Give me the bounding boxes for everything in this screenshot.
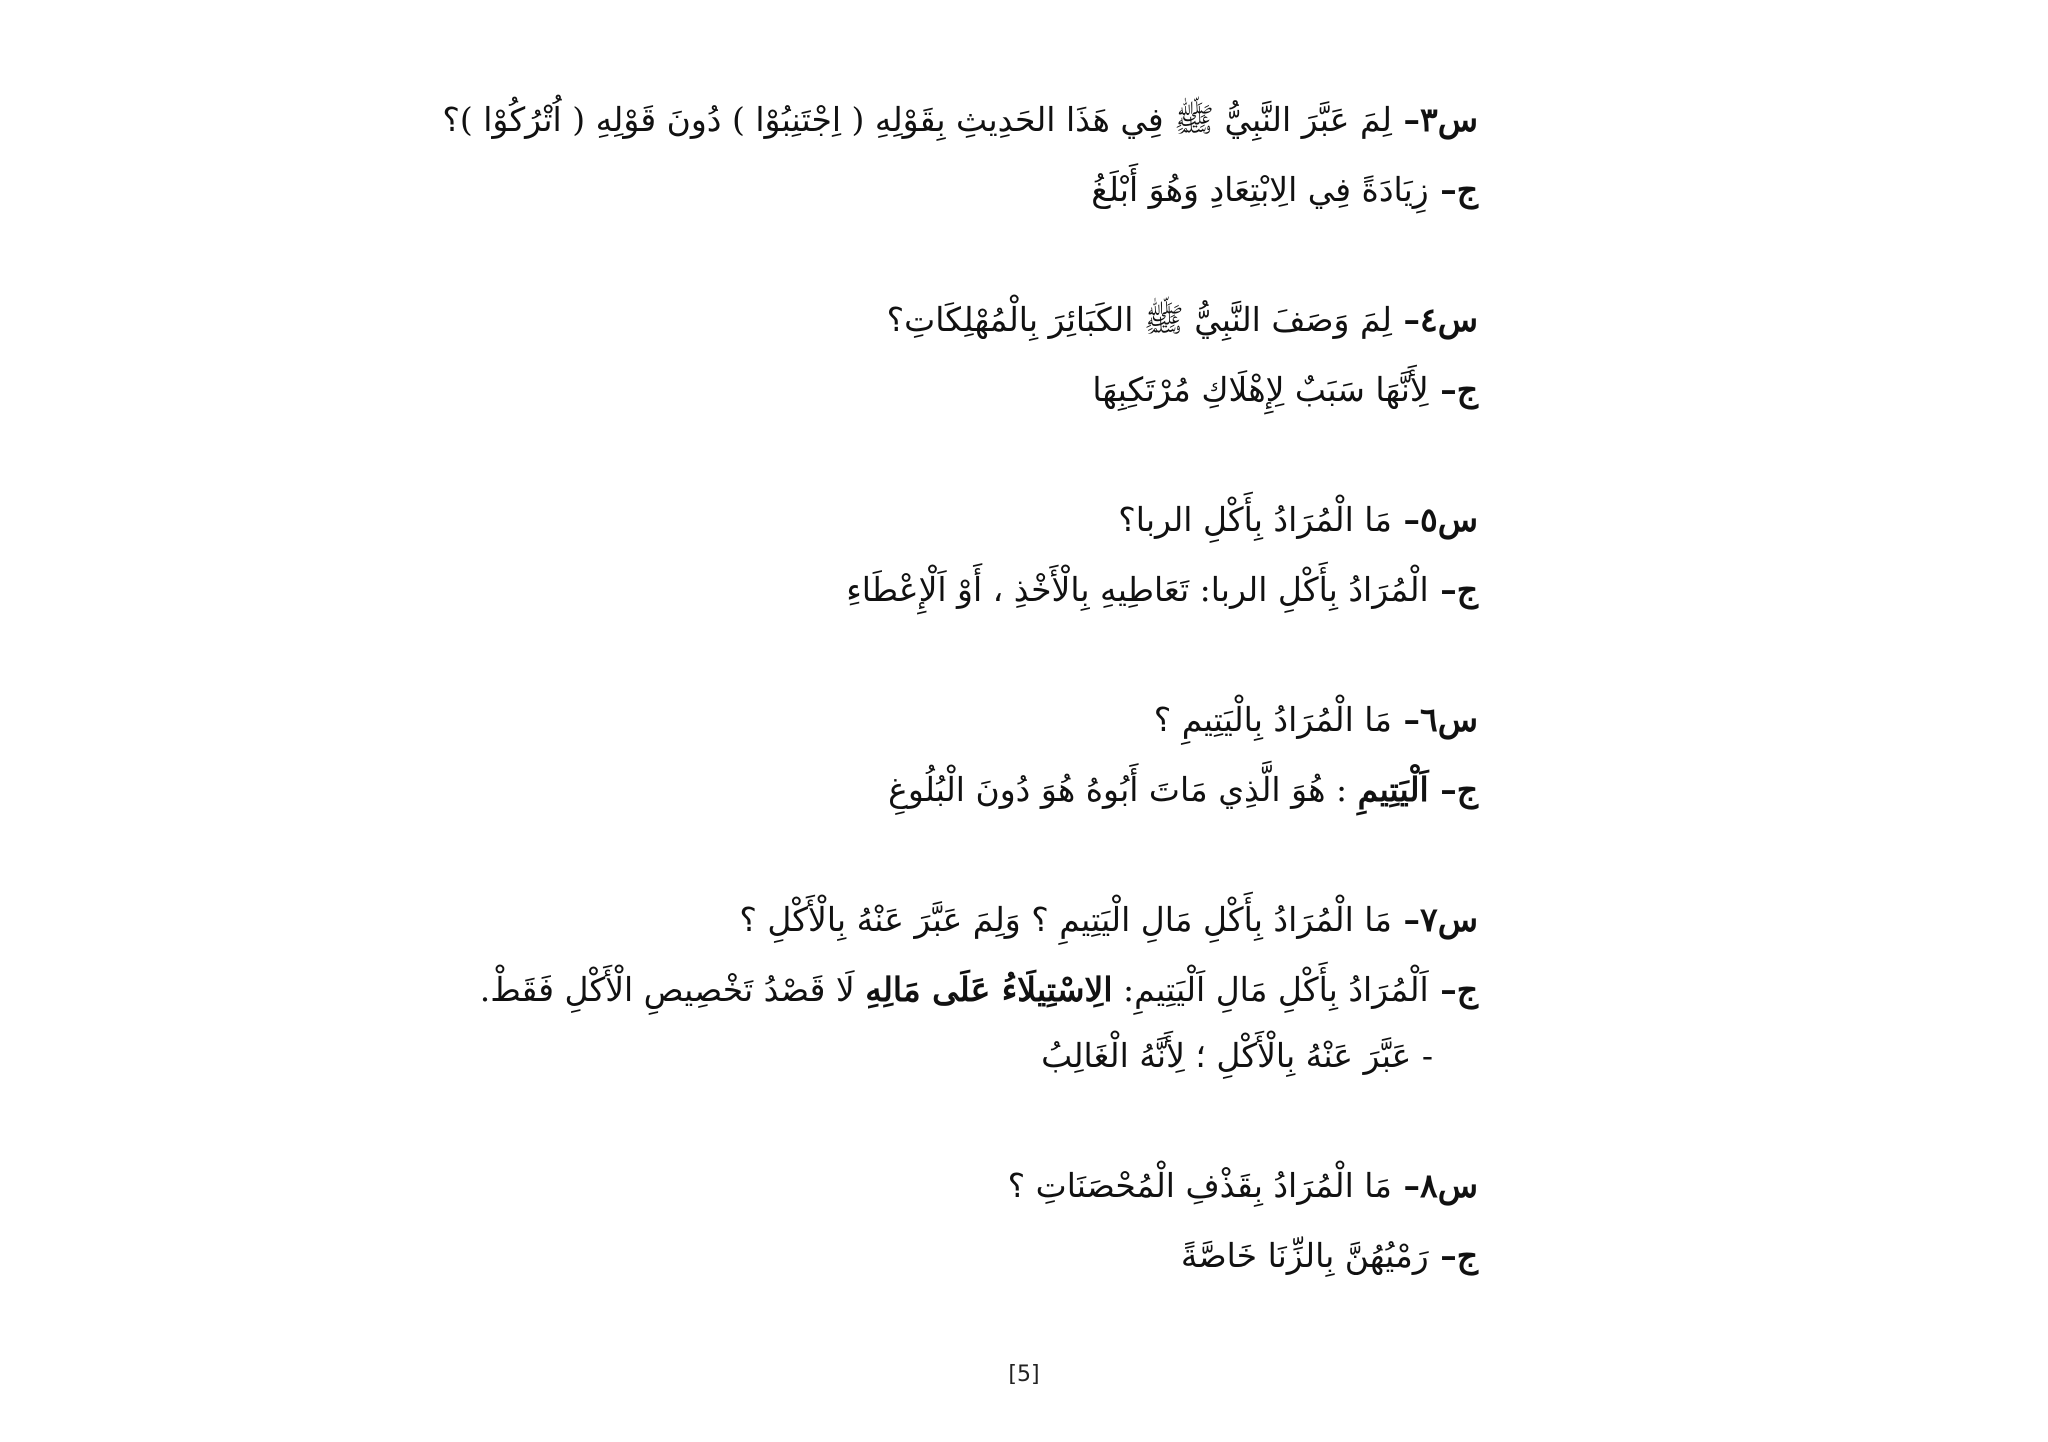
question-label: س٨– — [1391, 1166, 1478, 1205]
question-5 — [1118, 496, 1478, 544]
answer-text: رَمْيُهُنَّ بِالزِّنَا خَاصَّةً — [1180, 1236, 1429, 1275]
question-7 — [739, 896, 1478, 944]
answer-4 — [1092, 366, 1478, 414]
question-text: مَا الْمُرَادُ بِقَذْفِ الْمُحْصَنَاتِ ؟ — [1007, 1166, 1392, 1205]
question-text: مَا الْمُرَادُ بِأَكْلِ مَالِ الْيَتِيمِ ؟ وَلِمَ عَبَّرَ عَنْهُ بِالْأَكْلِ ؟ — [739, 900, 1392, 939]
answer-text-post: لَا قَصْدُ تَخْصِيصِ الْأَكْلِ فَقَطْ. — [479, 970, 866, 1009]
question-label: س٧– — [1391, 900, 1478, 939]
page-number: [5] — [1008, 1362, 1040, 1387]
answer-text: زِيَادَةً فِي الِابْتِعَادِ وَهُوَ أَبْلَغُ — [1091, 170, 1429, 209]
question-text: لِمَ وَصَفَ النَّبِيُّ ﷺ الكَبَائِرَ بِالْمُهْلِكَاتِ؟ — [886, 300, 1392, 339]
question-4 — [887, 296, 1478, 344]
answer-6 — [888, 766, 1478, 814]
question-6 — [1154, 696, 1478, 744]
answer-label: ج– — [1428, 1236, 1478, 1275]
answer-7-bullet — [1041, 1032, 1433, 1080]
question-text: مَا الْمُرَادُ بِالْيَتِيمِ ؟ — [1153, 700, 1392, 739]
answer-8 — [1181, 1232, 1478, 1280]
answer-label: ج– — [1428, 970, 1478, 1009]
answer-text: : هُوَ الَّذِي مَاتَ أَبُوهُ هُوَ دُونَ الْبُلُوغِ — [888, 770, 1358, 809]
answer-text: الْمُرَادُ بِأَكْلِ الربا: تَعَاطِيهِ بِالْأَخْذِ ، أَوْ اَلْإِعْطَاءِ — [846, 570, 1429, 609]
answer-3 — [1091, 166, 1478, 214]
question-label: س٤– — [1391, 300, 1478, 339]
question-text: لِمَ عَبَّرَ النَّبِيُّ ﷺ فِي هَذَا الحَدِيثِ بِقَوْلِهِ ( اِجْتَنِبُوْا ) دُونَ قَوْلِهِ ( اُتْرُكُوْا )؟ — [442, 100, 1392, 139]
answer-label: ج– — [1428, 370, 1478, 409]
question-3 — [442, 96, 1478, 144]
question-label: س٦– — [1391, 700, 1478, 739]
answer-text: لِأَنَّهَا سَبَبٌ لِإِهْلَاكِ مُرْتَكِبِهَا — [1092, 370, 1429, 409]
question-8 — [1008, 1162, 1478, 1210]
question-label: س٣– — [1391, 100, 1478, 139]
answer-term: اَلْيَتِيمِ — [1357, 770, 1429, 809]
answer-label: ج– — [1428, 170, 1478, 209]
answer-label: ج– — [1428, 570, 1478, 609]
answer-label: ج– — [1428, 770, 1478, 809]
answer-text-pre: اَلْمُرَادُ بِأَكْلِ مَالِ اَلْيَتِيمِ: — [1112, 970, 1429, 1009]
answer-bold-phrase: الِاسْتِيلَاءُ عَلَى مَالِهِ — [865, 970, 1113, 1009]
answer-7 — [480, 966, 1478, 1014]
question-text: مَا الْمُرَادُ بِأَكْلِ الربا؟ — [1118, 500, 1392, 539]
question-label: س٥– — [1391, 500, 1478, 539]
answer-5 — [846, 566, 1478, 614]
bullet-text: - عَبَّرَ عَنْهُ بِالْأَكْلِ ؛ لِأَنَّهُ الْغَالِبُ — [1041, 1036, 1433, 1075]
